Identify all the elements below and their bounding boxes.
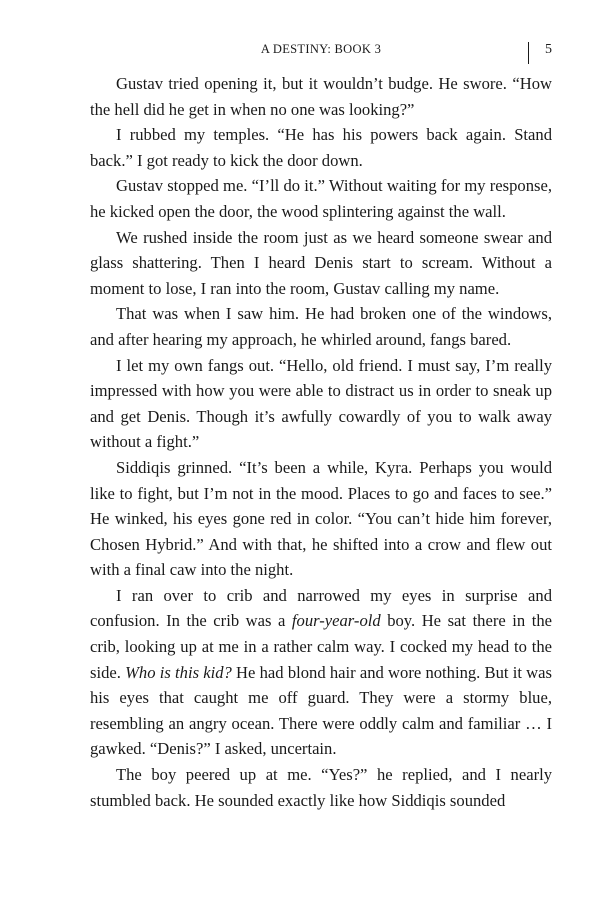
text-run: The boy peered up at me. “Yes?” he replied, and I nearly stumbled back. He sounded exactly like how Siddiqis sounded — [90, 765, 552, 810]
text-run: Siddiqis grinned. “It’s been a while, Kyra. Perhaps you would like to fight, but I’m not in the mood. Places to go and faces to see.” He winked, his eyes gone red in color. “You can’t hide him forever, Chosen Hybrid.” And with that, he shifted into a crow and flew out with a final caw into the night. — [90, 457, 552, 580]
paragraph — [90, 71, 552, 122]
paragraph — [90, 225, 552, 302]
italic-run: four-year-old — [291, 611, 381, 631]
paragraph — [90, 455, 552, 583]
paragraph — [90, 122, 552, 173]
paragraph — [90, 583, 552, 762]
running-title: A DESTINY: BOOK 3 — [260, 42, 382, 56]
text-run: I ran over to crib and narrowed my eyes in surprise and confusion. In the crib was a — [90, 585, 552, 631]
italic-run: Who is this kid? — [125, 662, 232, 682]
text-run: boy. He sat there in the crib, looking up at me in a rather calm way. I cocked my head to the side. — [90, 611, 552, 682]
running-header — [90, 42, 552, 64]
paragraph — [90, 173, 552, 224]
header-divider — [528, 42, 529, 64]
body-text — [90, 71, 552, 813]
page-number: 5 — [545, 42, 552, 57]
text-run: He had blond hair and wore nothing. But it was his eyes that caught me off guard. They were a stormy blue, resembling an angry ocean. There were oddly calm and familiar … I gawked. “Denis?” I asked, uncertain. — [90, 662, 552, 759]
paragraph — [90, 353, 552, 455]
paragraph — [90, 762, 552, 813]
text-run: I let my own fangs out. “Hello, old friend. I must say, I’m really impressed with how you were able to distract us in order to sneak up and get Denis. Though it’s awfully cowardly of you to walk away without a fight.” — [90, 355, 552, 452]
text-run: That was when I saw him. He had broken one of the windows, and after hearing my approach, he whirled around, fangs bared. — [90, 304, 552, 349]
text-run: We rushed inside the room just as we heard someone swear and glass shattering. Then I heard Denis start to scream. Without a moment to lose, I ran into the room, Gustav calling my name. — [90, 227, 552, 298]
paragraph — [90, 301, 552, 352]
text-run: Gustav stopped me. “I’ll do it.” Without waiting for my response, he kicked open the door, the wood splintering against the wall. — [90, 176, 552, 221]
text-run: I rubbed my temples. “He has his powers back again. Stand back.” I got ready to kick the door down. — [90, 125, 552, 170]
text-run: Gustav tried opening it, but it wouldn’t budge. He swore. “How the hell did he get in when no one was looking?” — [90, 74, 552, 119]
